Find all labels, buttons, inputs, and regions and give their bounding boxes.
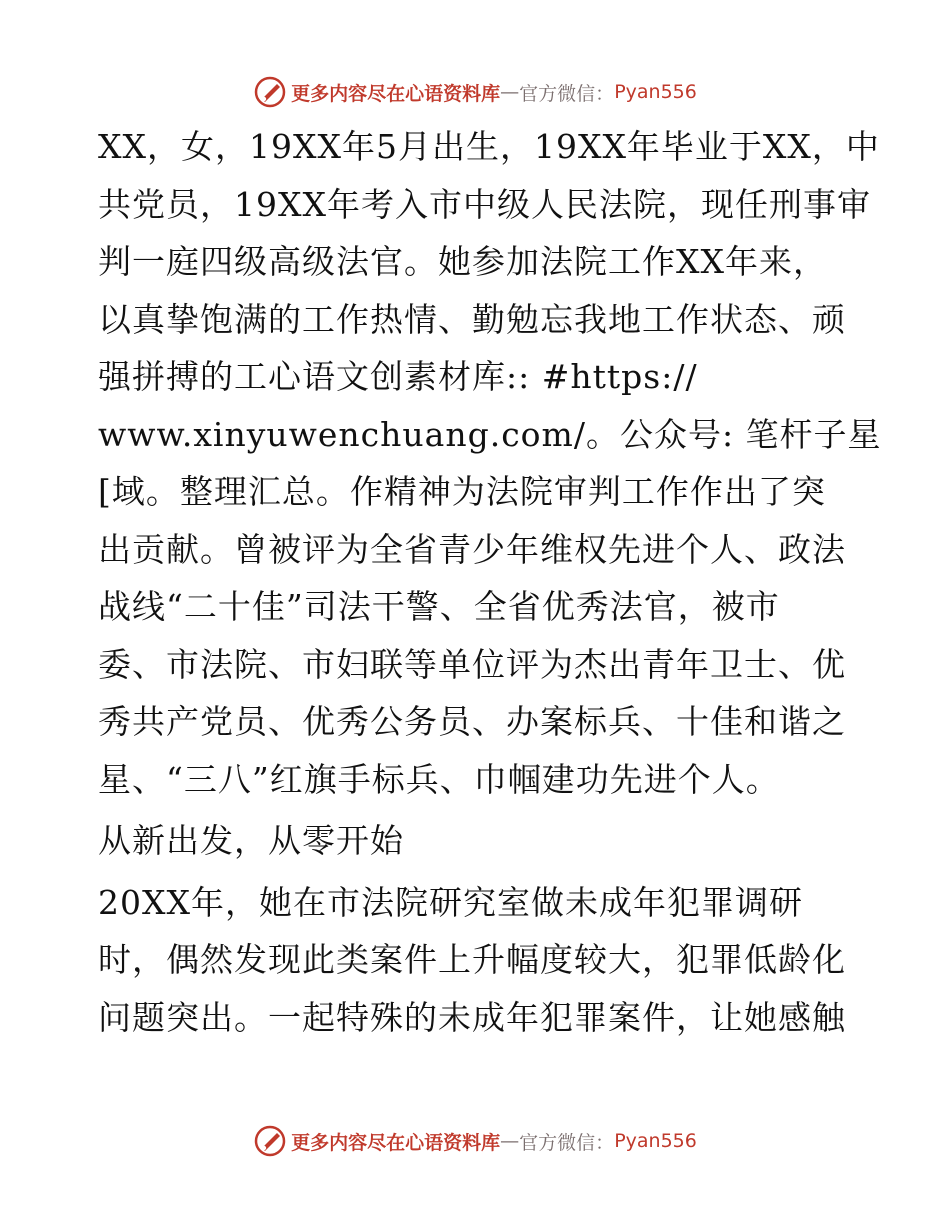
logo-icon bbox=[253, 75, 287, 109]
section-heading bbox=[98, 812, 858, 870]
heading-line: 从新出发，从零开始 bbox=[98, 821, 404, 860]
document-body bbox=[98, 118, 882, 1046]
text-line: 出贡献。曾被评为全省青少年维权先进个人、政法 bbox=[98, 529, 846, 569]
text-line: 20XX年，她在市法院研究室做未成年犯罪调研 bbox=[98, 882, 803, 922]
paragraph-story bbox=[98, 874, 858, 1047]
text-line: 时，偶然发现此类案件上升幅度较大，犯罪低龄化 bbox=[98, 940, 846, 979]
text-line: 委、市法院、市妇联等单位评为杰出青年卫士、优 bbox=[98, 644, 846, 684]
watermark-dash: — bbox=[500, 1130, 520, 1152]
text-line: 共党员，19XX年考入市中级人民法院，现任刑事审 bbox=[98, 184, 871, 224]
text-line: 星、“三八”红旗手标兵、巾帼建功先进个人。 bbox=[98, 759, 780, 799]
text-line: 以真挚饱满的工作热情、勤勉忘我地工作状态、顽 bbox=[98, 299, 846, 339]
watermark-wechat-id: Pyan556 bbox=[614, 81, 697, 103]
paragraph-intro bbox=[98, 118, 882, 808]
watermark-wechat-label: 官方微信： bbox=[519, 1131, 615, 1154]
watermark-wechat-label: 官方微信： bbox=[519, 82, 615, 105]
text-line: 问题突出。一起特殊的未成年犯罪案件，让她感触 bbox=[98, 997, 846, 1037]
text-line: 战线“二十佳”司法干警、全省优秀法官，被市 bbox=[98, 587, 780, 626]
watermark-wechat-id: Pyan556 bbox=[614, 1130, 697, 1152]
text-line: 强拼搏的工心语文创素材库:: #https:// bbox=[98, 357, 698, 396]
watermark-site-text: 更多内容尽在心语资料库 bbox=[291, 82, 501, 105]
text-line: www.xinyuwenchuang.com/。公众号: 笔杆子星 bbox=[98, 414, 882, 454]
logo-icon bbox=[253, 1124, 287, 1158]
watermark-banner-top bbox=[0, 72, 950, 112]
watermark-site-text: 更多内容尽在心语资料库 bbox=[291, 1131, 501, 1154]
text-line: 判一庭四级高级法官。她参加法院工作XX年来， bbox=[98, 242, 827, 281]
text-line: [域。整理汇总。作精神为法院审判工作作出了突 bbox=[98, 472, 826, 511]
watermark-dash: — bbox=[500, 81, 520, 103]
text-line: XX，女，19XX年5月出生，19XX年毕业于XX，中 bbox=[98, 127, 880, 166]
watermark-banner-bottom bbox=[0, 1121, 950, 1161]
text-line: 秀共产党员、优秀公务员、办案标兵、十佳和谐之 bbox=[98, 702, 846, 741]
